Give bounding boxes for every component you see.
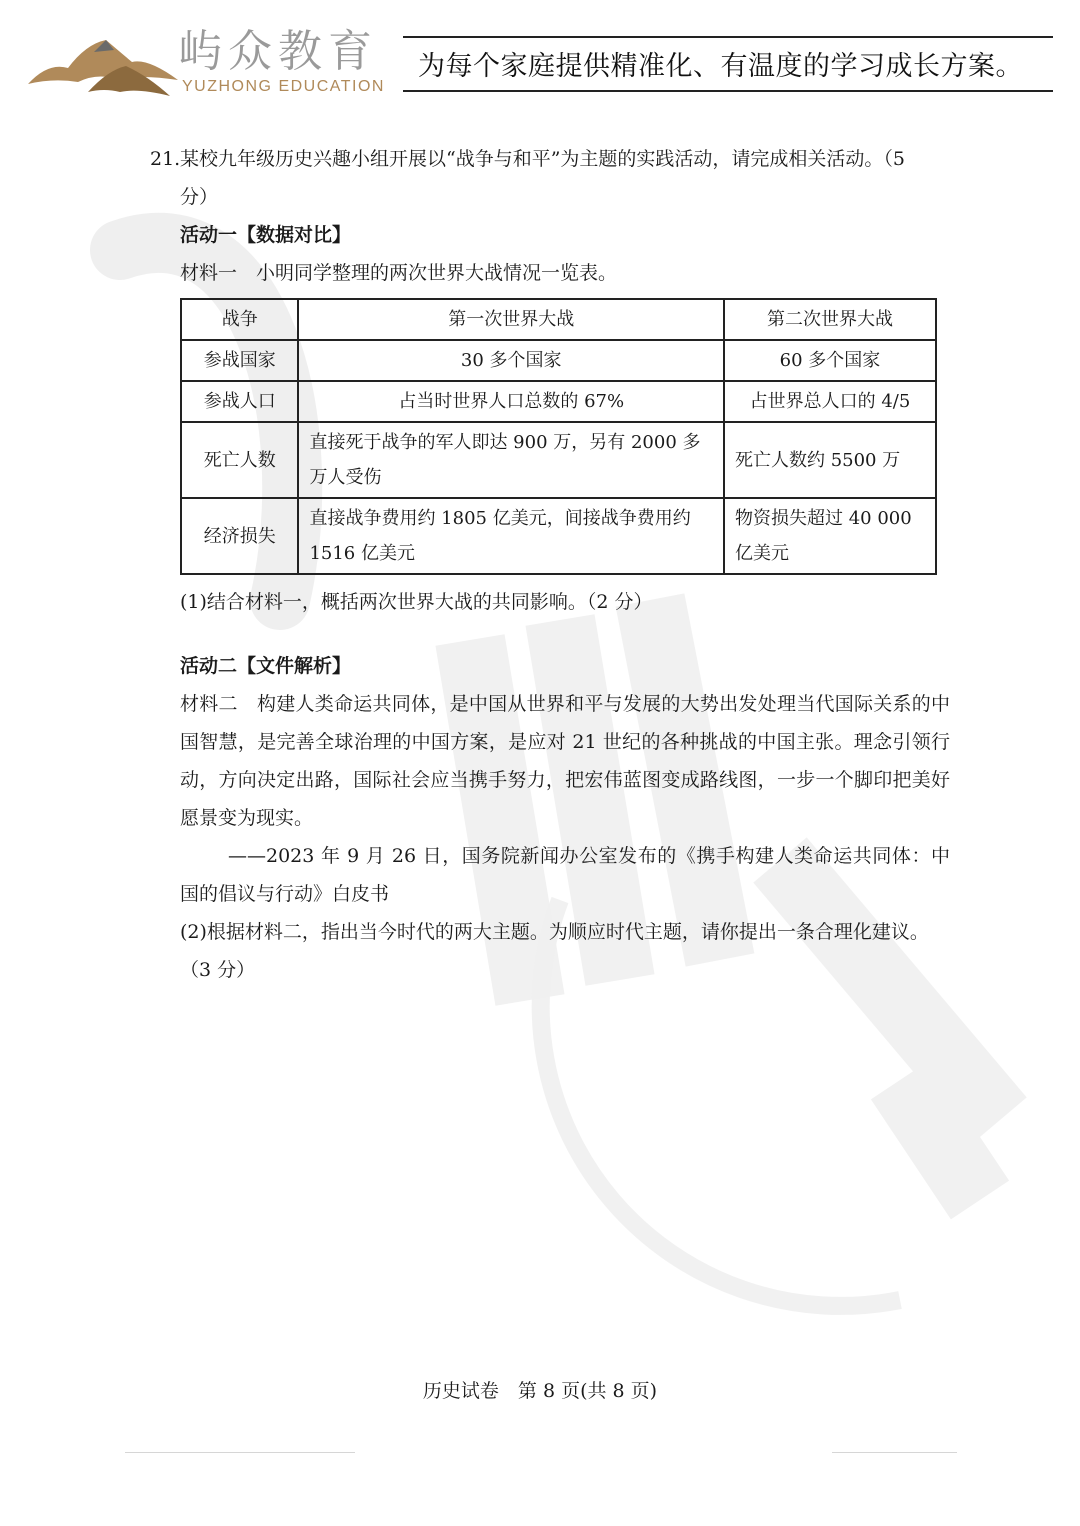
table-header-row <box>181 299 936 340</box>
table-cell: 死亡人数约 5500 万 <box>724 422 936 498</box>
activity1-title: 活动一【数据对比】 <box>180 224 352 246</box>
table-row <box>181 340 936 381</box>
table-cell: 物资损失超过 40 000 亿美元 <box>724 498 936 574</box>
header-rule-top <box>403 36 1053 38</box>
table-row <box>181 422 936 498</box>
table-header-cell: 第二次世界大战 <box>724 299 936 340</box>
material2-text: 材料二 构建人类命运共同体，是中国从世界和平与发展的大势出发处理当代国际关系的中国智慧，是完善全球治理的中国方案，是应对 21 世纪的各种挑战的中国主张。理念引领行动，方向决定出路，国际社会应当携手努力，把宏伟蓝图变成路线图，一步一个脚印把美好愿景变为现实。 <box>180 693 950 829</box>
page-footer: 历史试卷 第 8 页(共 8 页) <box>422 1380 658 1402</box>
row-label: 参战人口 <box>181 381 298 422</box>
question-stem-line2: 分） <box>180 186 219 208</box>
table-cell: 占世界总人口的 4/5 <box>724 381 936 422</box>
world-wars-table <box>180 298 937 575</box>
question-number: 21. <box>150 148 181 170</box>
material1-intro: 材料一 小明同学整理的两次世界大战情况一览表。 <box>180 262 618 284</box>
sub-question-2-line1: (2)根据材料二，指出当今时代的两大主题。为顺应时代主题，请你提出一条合理化建议。 <box>180 921 929 943</box>
row-label: 参战国家 <box>181 340 298 381</box>
table-cell: 直接死于战争的军人即达 900 万，另有 2000 多万人受伤 <box>298 422 724 498</box>
question-stem-line1: 某校九年级历史兴趣小组开展以“战争与和平”为主题的实践活动，请完成相关活动。（5 <box>180 148 906 170</box>
question-stem <box>150 140 950 216</box>
table-cell: 直接战争费用约 1805 亿美元，间接战争费用约 1516 亿美元 <box>298 498 724 574</box>
header-rule-bottom <box>403 90 1053 92</box>
table-cell: 占当时世界人口总数的 67% <box>298 381 724 422</box>
table-header-cell: 第一次世界大战 <box>298 299 724 340</box>
brand-name-en: YUZHONG EDUCATION <box>182 78 385 95</box>
sub-question-1: (1)结合材料一，概括两次世界大战的共同影响。（2 分） <box>180 591 653 613</box>
table-row <box>181 498 936 574</box>
table-cell: 60 多个国家 <box>724 340 936 381</box>
page-header <box>0 0 1080 110</box>
table-cell: 30 多个国家 <box>298 340 724 381</box>
row-label: 经济损失 <box>181 498 298 574</box>
row-label: 死亡人数 <box>181 422 298 498</box>
footer-rule-left <box>125 1452 355 1453</box>
material2-source: ——2023 年 9 月 26 日，国务院新闻办公室发布的《携手构建人类命运共同体：中国的倡议与行动》白皮书 <box>180 845 950 905</box>
sub-question-2-line2: （3 分） <box>180 959 256 981</box>
header-tagline: 为每个家庭提供精准化、有温度的学习成长方案。 <box>418 51 1023 82</box>
activity2-title: 活动二【文件解析】 <box>180 655 352 677</box>
table-row <box>181 381 936 422</box>
brand-name-cn: 屿众教育 <box>178 26 378 77</box>
question-content <box>150 140 950 989</box>
mountain-logo-icon <box>28 22 178 100</box>
table-header-cell: 战争 <box>181 299 298 340</box>
footer-rule-right <box>832 1452 957 1453</box>
